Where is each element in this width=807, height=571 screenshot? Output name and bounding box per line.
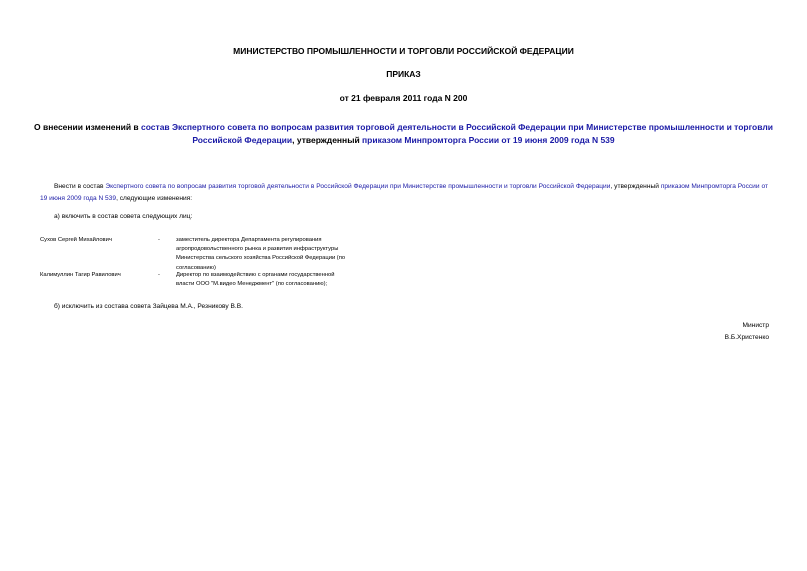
body-prefix: Внести в состав <box>54 183 106 190</box>
document-subject <box>30 121 777 147</box>
member-name: Сухов Сергей Михайлович <box>40 237 112 243</box>
member-role: заместитель директора Департамента регулирования агропродовольственного рынка и развития инфраструктуры Министерства сельского хозяйства Российской Федерации (по согласованию) <box>176 237 346 271</box>
body-middle: , утвержденный <box>610 183 661 190</box>
subject-link-order[interactable]: приказом Минпромторга России от 19 июня 2009 года N 539 <box>362 135 615 145</box>
signature-title: Министр <box>742 322 769 329</box>
document-date-number: от 21 февраля 2011 года N 200 <box>339 93 468 103</box>
body-link-council[interactable]: Экспертного совета по вопросам развития торговой деятельности в Российской Федерации при Министерстве промышленности и торговли Российской Федерации <box>105 183 611 190</box>
signature-name: В.Б.Христенко <box>724 334 769 341</box>
subject-link-council[interactable]: состав Экспертного совета по вопросам развития торговой деятельности в Российской Федерации при Министерстве промышленности и торговли Российской Федерации <box>141 122 773 145</box>
item-b: б) исключить из состава совета Зайцева М.А., Резникову В.В. <box>54 303 243 310</box>
body-link-order[interactable]: приказом Минпромторга России от 19 июня 2009 года N 539 <box>40 183 768 202</box>
subject-middle: , утвержденный <box>292 135 363 145</box>
body-paragraph <box>40 181 768 204</box>
member-name: Калимуллин Тагир Равилович <box>40 272 121 278</box>
item-a: а) включить в состав совета следующих лиц: <box>54 213 193 220</box>
ministry-title: МИНИСТЕРСТВО ПРОМЫШЛЕННОСТИ И ТОРГОВЛИ РОССИЙСКОЙ ФЕДЕРАЦИИ <box>233 46 574 56</box>
signature-block <box>725 320 769 344</box>
member-role: Директор по взаимодействию с органами государственной власти ООО "М.видео Менеджмент" (по согласованию); <box>176 272 335 288</box>
member-dash: - <box>158 237 160 243</box>
member-dash: - <box>158 272 160 278</box>
body-suffix: , следующие изменения: <box>116 194 193 202</box>
document-type: ПРИКАЗ <box>386 69 421 79</box>
subject-prefix: О внесении изменений в <box>34 122 141 132</box>
